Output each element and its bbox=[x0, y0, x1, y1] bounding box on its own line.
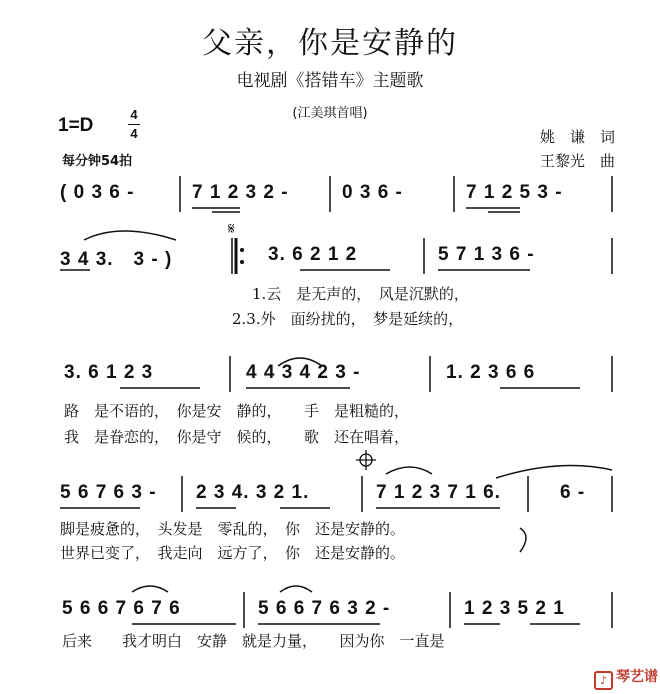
key-signature: 1=D bbox=[58, 115, 94, 136]
lyric-line: 世界已变了， 我走向 远方了， 你 还是安静的。 bbox=[60, 544, 406, 562]
lyric-line: 2.3.外 面纷扰的， 梦是延续的， bbox=[232, 310, 464, 328]
site-logo: ♪ 琴艺谱 bbox=[594, 666, 658, 690]
measure-notes: 3 4 3. 3 - ) bbox=[60, 249, 173, 270]
tempo-marking: 每分钟54拍 bbox=[62, 154, 133, 169]
singer-note: (江美琪首唱) bbox=[292, 106, 368, 121]
lyric-line: 脚是疲惫的， 头发是 零乱的， 你 还是安静的。 bbox=[60, 520, 406, 538]
measure-notes: 7 1 2 3 2 - bbox=[192, 182, 289, 203]
measure-notes: 5 7 1 3 6 - bbox=[438, 244, 535, 265]
lyric-line: 后来 我才明白 安静 就是力量， 因为你 一直是 bbox=[62, 632, 445, 650]
measure-notes: 4 4 3 4 2 3 - bbox=[246, 362, 361, 383]
song-title: 父亲，你是安静的 bbox=[202, 26, 458, 61]
measure-notes: 1 2 3 5 2 1 bbox=[464, 598, 565, 619]
meter-bottom: 4 bbox=[130, 126, 138, 141]
measure-notes: ( 0 3 6 - bbox=[60, 182, 135, 203]
measure-notes: 5 6 6 7 6 3 2 - bbox=[258, 598, 391, 619]
measure-notes: 7 1 2 5 3 - bbox=[466, 182, 563, 203]
lyric-line: 路 是不语的， 你是安 静的， 手 是粗糙的， bbox=[64, 402, 410, 420]
measure-notes: 3. 6 1 2 3 bbox=[64, 362, 154, 383]
lyricist-credit: 姚 谦 词 bbox=[540, 128, 616, 146]
song-subtitle: 电视剧《搭错车》主题歌 bbox=[236, 71, 424, 91]
meter-top: 4 bbox=[130, 107, 138, 122]
measure-notes: 3. 6 2 1 2 bbox=[268, 244, 358, 265]
measure-notes: 5 6 7 6 3 - bbox=[60, 482, 157, 503]
lyric-line: 我 是眷恋的， 你是守 候的， 歌 还在唱着， bbox=[64, 428, 410, 446]
svg-text:𝄋: 𝄋 bbox=[228, 219, 235, 238]
measure-notes: 6 - bbox=[560, 482, 586, 503]
composer-credit: 王黎光 曲 bbox=[540, 152, 616, 170]
measure-notes: 0 3 6 - bbox=[342, 182, 403, 203]
logo-label: 琴艺谱 bbox=[616, 669, 658, 685]
measure-notes: 2 3 4. 3 2 1. bbox=[196, 482, 310, 503]
measure-notes: 5 6 6 7 6 7 6 bbox=[62, 598, 181, 619]
lyric-line: 1.云 是无声的， 风是沉默的， bbox=[252, 285, 469, 303]
measure-notes: 7 1 2 3 7 1 6. bbox=[376, 482, 501, 503]
measure-notes: 1. 2 3 6 6 bbox=[446, 362, 536, 383]
